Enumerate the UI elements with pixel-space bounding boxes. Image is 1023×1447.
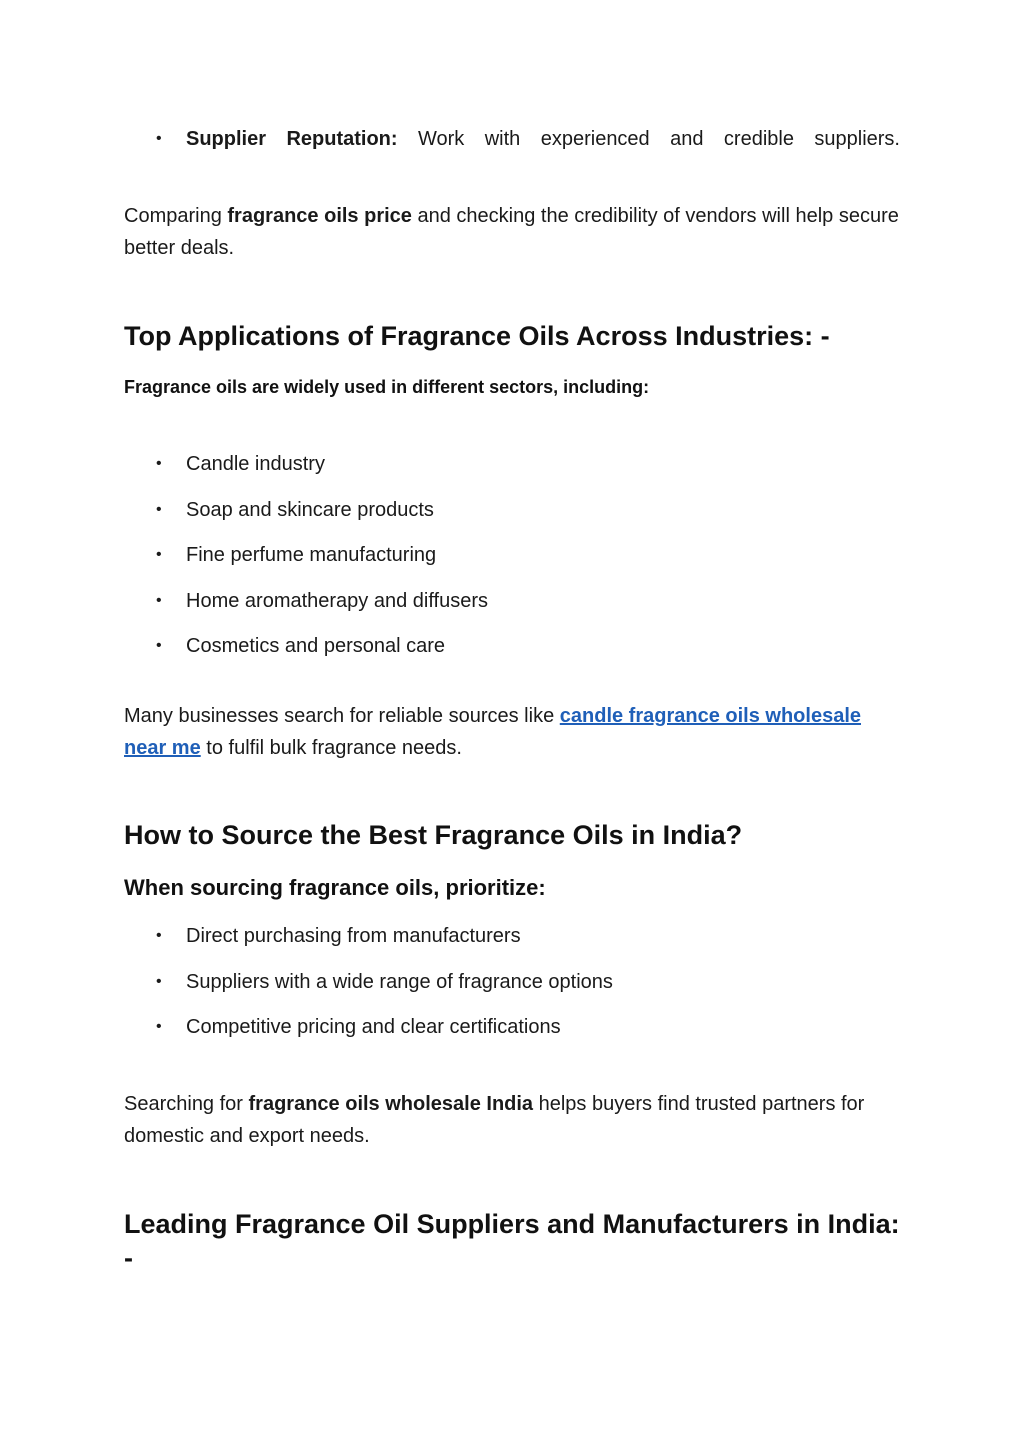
list-item-text: Suppliers with a wide range of fragrance options [186, 970, 613, 993]
applications-list [124, 448, 900, 676]
para1-post: and checking the credibility of vendors will help secure better deals. [124, 205, 899, 259]
para3-post: helps buyers find trusted partners for domestic and export needs. [124, 1093, 865, 1147]
para1-pre: Comparing [124, 205, 228, 227]
list-item-text: Cosmetics and personal care [186, 635, 446, 657]
paragraph-price-comparison [124, 200, 900, 264]
list-item [124, 448, 900, 494]
paragraph-businesses-search [124, 700, 900, 764]
bullet-icon: • [156, 972, 162, 990]
section-heading-applications: Top Applications of Fragrance Oils Across Industries: - [124, 321, 830, 351]
supplier-reputation-label: Supplier Reputation: [186, 128, 398, 150]
para1-bold: fragrance oils price [227, 205, 412, 227]
paragraph-wholesale-india [124, 1088, 900, 1152]
bullet-icon: • [156, 130, 162, 147]
list-item [124, 494, 900, 540]
candle-fragrance-link[interactable]: candle fragrance oils wholesale near me [124, 705, 861, 759]
list-item-text: Home aromatherapy and diffusers [186, 589, 489, 612]
section-subheading-applications: Fragrance oils are widely used in different sectors, including: [124, 377, 650, 397]
para2-post: to fulfil bulk fragrance needs. [200, 737, 462, 759]
para2-pre: Many businesses search for reliable sources like [124, 705, 560, 727]
list-item-text: Competitive pricing and clear certifications [186, 1016, 561, 1038]
list-item [124, 630, 900, 676]
bullet-icon: • [156, 455, 162, 472]
list-item-text: Direct purchasing from manufacturers [186, 925, 521, 947]
list-item [124, 1011, 900, 1057]
list-item [124, 585, 900, 631]
list-item [124, 966, 900, 1012]
list-item-text: Fine perfume manufacturing [186, 544, 437, 566]
para3-bold: fragrance oils wholesale India [248, 1093, 534, 1115]
supplier-reputation-text: Work with experienced and credible suppliers. [417, 128, 900, 150]
list-item [124, 539, 900, 585]
bullet-icon: • [156, 500, 162, 518]
bullet-icon: • [156, 591, 162, 609]
supplier-reputation-item [124, 123, 900, 155]
bullet-icon: • [156, 1018, 162, 1035]
list-item-text: Candle industry [186, 453, 325, 475]
section-heading-leading-suppliers: Leading Fragrance Oil Suppliers and Manufacturers in India: - [124, 1209, 900, 1273]
section-heading-sourcing: How to Source the Best Fragrance Oils in India? [124, 820, 743, 850]
bullet-icon: • [156, 546, 162, 563]
para3-pre: Searching for [124, 1093, 249, 1115]
section-subheading-sourcing: When sourcing fragrance oils, prioritize: [124, 875, 546, 900]
list-item [124, 920, 900, 966]
supplier-reputation-line [186, 123, 900, 155]
bullet-icon: • [156, 927, 162, 944]
list-item-text: Soap and skincare products [186, 498, 434, 521]
sourcing-list [124, 920, 900, 1057]
bullet-icon: • [156, 637, 162, 654]
